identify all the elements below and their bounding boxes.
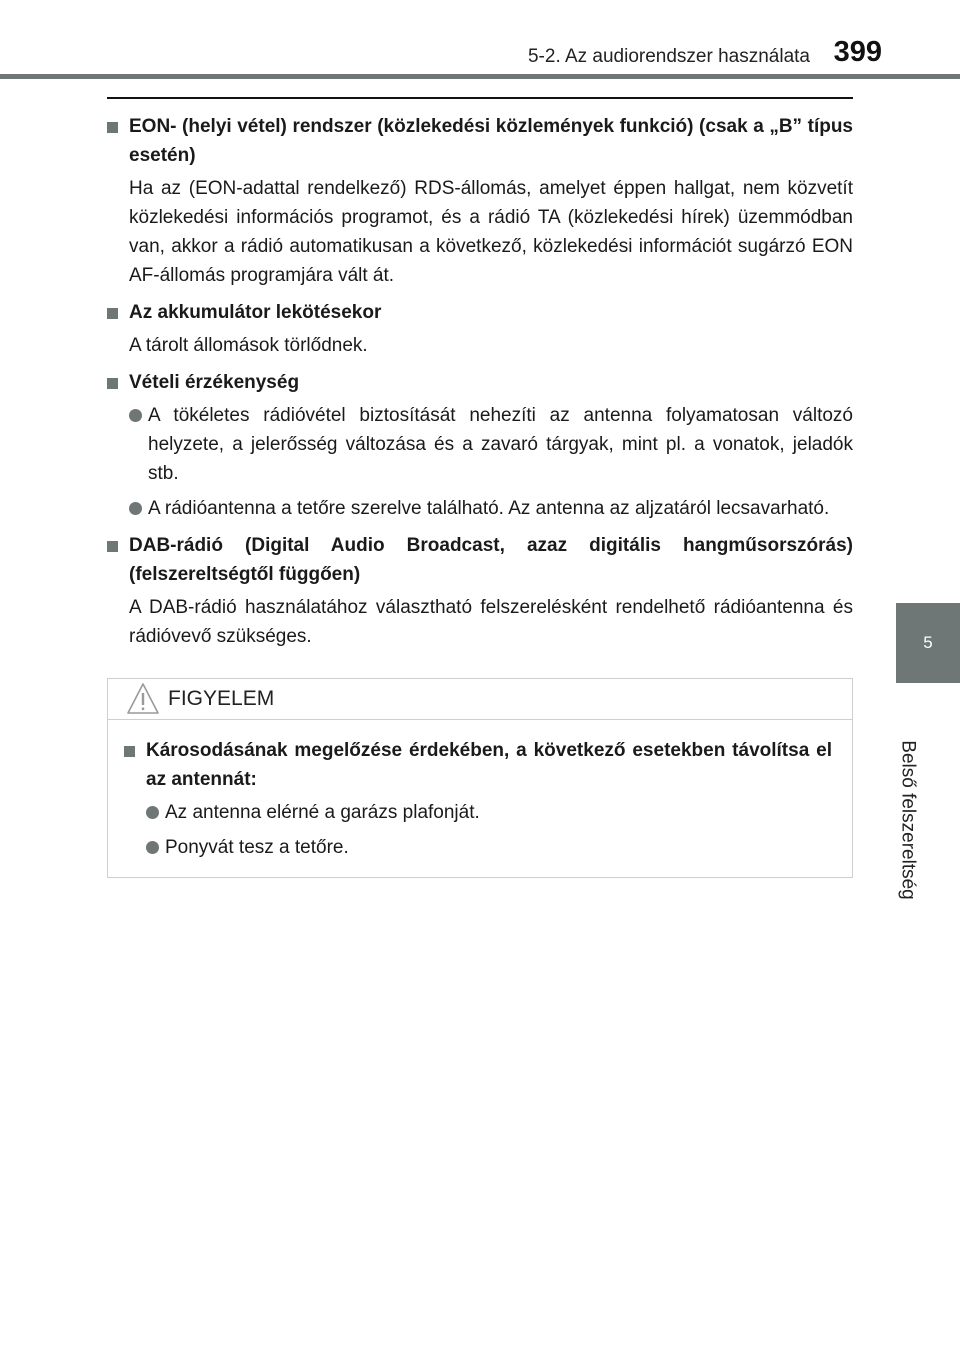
section-reception <box>107 368 853 523</box>
section-heading: DAB-rádió (Digital Audio Broadcast, azaz digitális hangműsorszórás) (felszereltségtől függően) <box>107 531 853 589</box>
round-bullet-icon <box>146 833 165 862</box>
warning-heading: Károsodásának megelőzése érdekében, a következő esetekben távolítsa el az antennát: <box>124 736 832 794</box>
round-bullet-icon <box>129 494 148 523</box>
round-bullet-icon <box>129 401 148 488</box>
main-content <box>107 112 853 659</box>
square-bullet-icon <box>107 368 129 397</box>
chapter-tab <box>896 603 960 683</box>
square-bullet-icon <box>124 736 146 794</box>
section-heading: EON- (helyi vétel) rendszer (közlekedési közlemények funkció) (csak a „B” típus esetén) <box>107 112 853 170</box>
list-item: Ponyvát tesz a tetőre. <box>146 833 832 862</box>
warning-triangle-icon <box>126 682 160 716</box>
square-bullet-icon <box>107 112 129 170</box>
warning-header <box>108 679 852 720</box>
warning-title: FIGYELEM <box>168 687 275 710</box>
section-battery <box>107 298 853 360</box>
round-bullet-icon <box>146 798 165 827</box>
section-dab <box>107 531 853 651</box>
list-item: A rádióantenna a tetőre szerelve található. Az antenna az aljzatáról lecsavarható. <box>129 494 853 523</box>
warning-box <box>107 678 853 878</box>
section-heading: Vételi érzékenység <box>107 368 853 397</box>
list-item: A tökéletes rádióvétel biztosítását nehezíti az antenna folyamatosan változó helyzete, a jelerősség változása és a zavaró tárgyak, mint pl. a vonatok, jeladók stb. <box>129 401 853 488</box>
section-paragraph: A tárolt állomások törlődnek. <box>129 335 368 356</box>
square-bullet-icon <box>107 298 129 327</box>
header-section-title: 5-2. Az audiorendszer használata <box>527 46 810 67</box>
section-paragraph: Ha az (EON-adattal rendelkező) RDS-állomás, amelyet éppen hallgat, nem közvetít közlekedési információs programot, és a rádió TA (közlekedési hírek) üzemmódban van, akkor a rádió automatikusan a következő, közlekedési információt sugárzó EON AF-állomás programjára vált át. <box>129 178 853 286</box>
section-paragraph: A DAB-rádió használatához választható felszerelésként rendelhető rádióantenna és rádióvevő szükséges. <box>129 597 853 647</box>
square-bullet-icon <box>107 531 129 589</box>
page-number: 399 <box>833 36 882 68</box>
section-eon <box>107 112 853 290</box>
chapter-side-label <box>888 720 928 920</box>
content-top-rule <box>107 97 853 99</box>
list-item: Az antenna elérné a garázs plafonját. <box>146 798 832 827</box>
header-rule <box>0 74 960 79</box>
chapter-title: Belső felszereltség <box>898 740 919 900</box>
warning-body <box>108 720 852 862</box>
chapter-number: 5 <box>923 633 933 652</box>
section-heading: Az akkumulátor lekötésekor <box>107 298 853 327</box>
